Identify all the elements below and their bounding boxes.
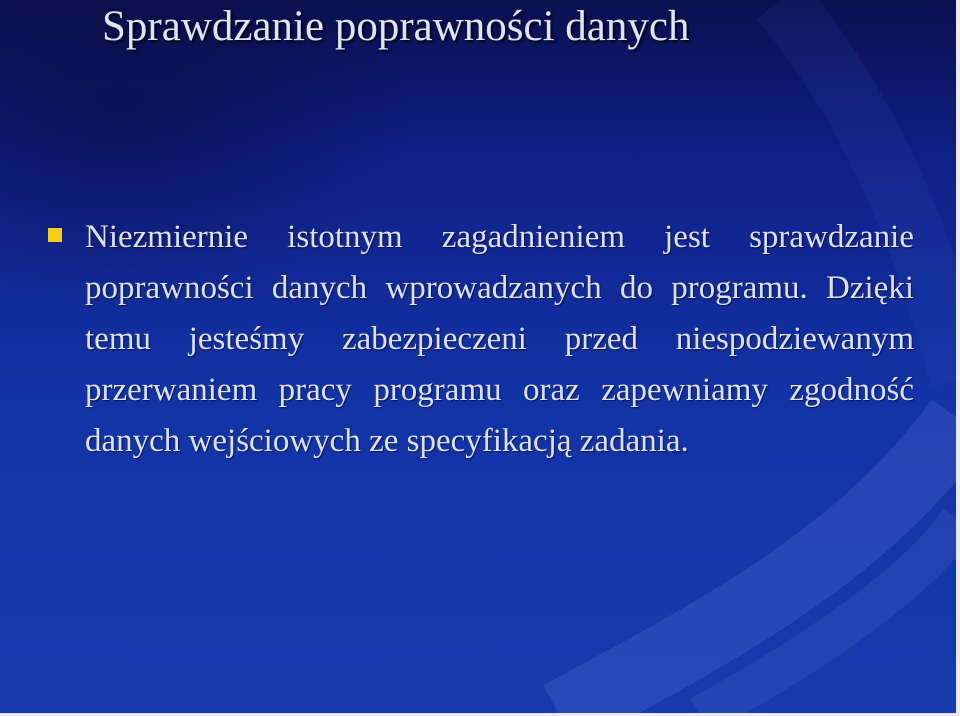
slide-title: Sprawdzanie poprawności danych — [102, 3, 690, 50]
bullet-text: Niezmiernie istotnym zagadnieniem jest sprawdzanie poprawności danych wprowadzanych do programu. Dzięki temu jesteśmy zabezpieczeni przed niespodziewanym przerwaniem pracy programu oraz zapewniamy zgodność danych wejściowych ze specyfikacją zadania. — [85, 219, 914, 459]
square-bullet-icon — [48, 228, 62, 242]
slide-frame-right — [956, 0, 960, 716]
